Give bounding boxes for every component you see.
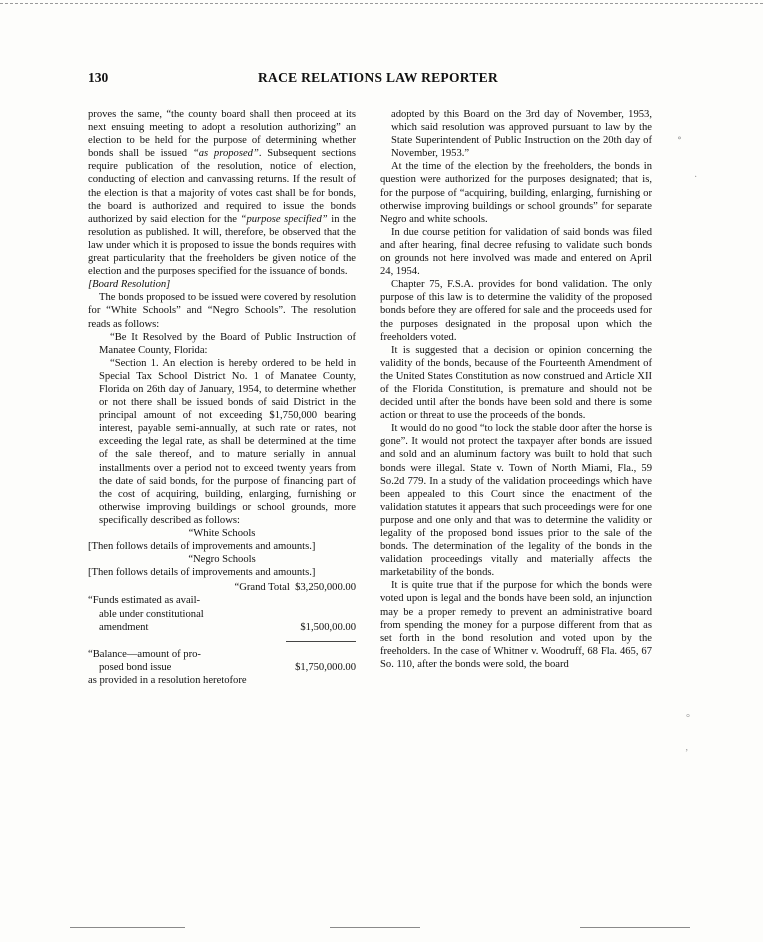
paragraph — [88, 108, 356, 278]
paragraph: At the time of the election by the freeholders, the bonds in question were authorized for the purposes designated; that is, for the purpose of “acquiring, building, enlarging, furnishing or otherwise improving buildings or school grounds” for separate Negro and white schools. — [380, 161, 652, 225]
funds-line: “Funds estimated as avail- — [88, 595, 201, 607]
scan-bottom-rule — [330, 927, 420, 928]
paragraph: It is quite true that if the purpose for which the bonds were voted upon is legal and the bonds have been sold, an injunction may be a proper remedy to prevent an administrative board from spending the money for a purpose different from that as set forth in the bond resolution and voted upon by the freeholders. In the case of Whitner v. Woodruff, 68 Fla. 465, 67 So. 110, after the bonds were sold, the board — [380, 580, 652, 670]
bracket-note: [Then follows details of improvements and amounts.] — [88, 567, 316, 579]
balance-line: “Balance—amount of pro- — [88, 648, 201, 660]
running-title: RACE RELATIONS LAW REPORTER — [257, 70, 499, 85]
scan-speck: ’ — [685, 748, 689, 759]
paragraph: It would do no good “to lock the stable door after the horse is gone”. It would not protect the taxpayer after bonds are issued and sold and an aluminum factory was built to hold that such bonds were illegal. State v. Town of North Miami, Fla., 59 So.2d 779. In a study of the validation proceedings which have been appealed to this Court since the enactment of the validation statutes it appears that such proceedings were for one purpose and one only and that was to determine the validity or legality of the proposed bond issues prior to the sale of the bonds. The determination of the legality of the bonds in the validation proceedings vitally and materially affects the marketability of the bonds. — [380, 423, 652, 579]
bracket-note: [Then follows details of improvements and amounts.] — [88, 541, 316, 553]
quoted-paragraph: “Section 1. An election is hereby ordered to be held in Special Tax School District No. 1 of Manatee County, Florida on 26th day of January, 1954, to determine whether or not there shall be issued bonds of said District in the principal amount of not exceeding $1,750,000 bearing interest, payable semi-annually, at such rate or rates, not exceeding the legal rate, as shall be determined at the time of the sale thereof, and to mature serially in annual installments over a period not to exceed twenty years from the date of said bonds, for the purpose of financing part of the cost of acquiring, building, enlarging, furnishing or otherwise improving buildings or school grounds, more specifically described as follows: — [99, 357, 356, 526]
text: . Subsequent sections require publication of the resolution, notice of election, conducting of election and canvassing returns. If the result of the election is that a majority of votes cast shall be for bonds, the board is authorized and required to issue the bonds authorized by said election for the — [88, 148, 357, 225]
scan-speck: ∘ — [677, 133, 682, 144]
balance-amount-line: posed bond issue $1,750,000.00 — [99, 661, 356, 673]
emphasis: “purpose specified” — [240, 213, 328, 225]
quoted-paragraph: “Be It Resolved by the Board of Public Instruction of Manatee County, Florida: — [99, 331, 356, 356]
grand-total-line: “Grand Total $3,250,000.00 — [234, 582, 356, 594]
page-header — [88, 70, 668, 90]
scan-top-edge — [0, 3, 763, 4]
subheading-negro-schools: “Negro Schools — [188, 554, 256, 566]
paragraph: It is suggested that a decision or opinion concerning the validity of the bonds, because of the Fourteenth Amendment of the United States Constitution as now construed and Article XII of the Florida Constitution, is premature and should not be decided until after the bonds have been sold and there is some action or threat to use the proceeds of the bonds. — [380, 344, 652, 422]
text: in the resolution as published. It will, therefore, be observed that the law under which it is proposed to issue the bonds requires with great particularity that the freeholders be given notice of the election and the purposes specified for the issuance of bonds. — [88, 213, 356, 278]
section-heading: [Board Resolution] — [88, 279, 171, 291]
text: proves the same, “the county board shall then proceed at its next ensuing meeting to adopt a resolution authorizing” an election to be held for the purpose of determining whether bonds shall be issued — [88, 109, 356, 160]
page-number: 130 — [88, 70, 109, 85]
right-column — [380, 108, 652, 671]
quoted-paragraph: adopted by this Board on the 3rd day of November, 1953, which said resolution was approved pursuant to law by the State Superintendent of Public Instruction on the 20th day of November, 1953.” — [391, 109, 652, 160]
emphasis: “as proposed” — [192, 148, 259, 160]
left-column — [88, 108, 356, 687]
paragraph: The bonds proposed to be issued were covered by resolution for “White Schools” and “Negro Schools”. The resolution reads as follows: — [88, 292, 356, 330]
funds-line: able under constitutional — [99, 608, 204, 620]
scan-speck: · — [694, 172, 698, 183]
paragraph: as provided in a resolution heretofore — [88, 674, 247, 686]
funds-amount-line: amendment $1,500,00.00 — [99, 621, 356, 633]
paragraph: Chapter 75, F.S.A. provides for bond validation. The only purpose of this law is to determine the validity of the proposed bonds before they are offered for sale and the proceeds used for the purposes designated in the proposal upon which the freeholders voted. — [380, 279, 652, 343]
scan-bottom-rule — [70, 927, 185, 928]
scan-speck: ° — [686, 713, 690, 724]
sum-rule — [286, 634, 356, 642]
scan-bottom-rule — [580, 927, 690, 928]
paragraph: In due course petition for validation of said bonds was filed and after hearing, final decree refusing to validate such bonds on grounds not here involved was made and entered on April 24, 1954. — [380, 226, 652, 278]
subheading-white-schools: “White Schools — [188, 528, 256, 539]
